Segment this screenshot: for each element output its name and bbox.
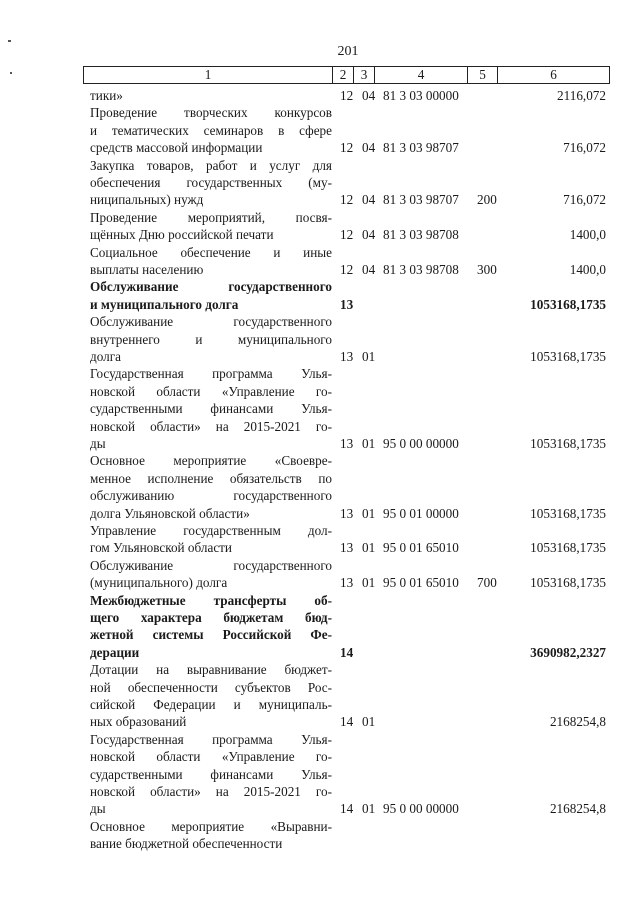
row-amount: 1053168,1735	[530, 505, 606, 521]
row-section: 12	[340, 227, 354, 243]
row-name	[90, 818, 332, 853]
row-amount: 1400,0	[569, 227, 606, 243]
row-expense-type: 300	[477, 261, 497, 277]
row-name-line: Обслуживание государственного	[90, 314, 332, 330]
row-name-line: Проведение мероприятий, посвя-	[90, 209, 332, 225]
row-target-article: 95 0 01 00000	[383, 505, 459, 521]
row-amount: 1053168,1735	[530, 540, 606, 556]
table-row	[0, 244, 640, 279]
header-col-5: 5	[468, 67, 498, 83]
row-name-line: Социальное обеспечение и иные	[90, 244, 332, 260]
table-row	[0, 661, 640, 731]
row-name	[90, 313, 332, 365]
row-subsection: 04	[362, 192, 376, 208]
row-name	[90, 104, 332, 156]
row-name-line: щённых Дню российской печати	[90, 227, 274, 243]
row-name-line: Обслуживание государственного	[90, 557, 332, 573]
row-section: 13	[340, 505, 354, 521]
row-subsection: 01	[362, 435, 376, 451]
row-name	[90, 87, 332, 104]
header-col-1: 1	[84, 67, 333, 83]
row-amount: 1053168,1735	[530, 348, 606, 364]
row-name-line: новской области «Управление го-	[90, 749, 332, 765]
row-subsection: 01	[362, 714, 376, 730]
row-name-line: жетной системы Российской Фе-	[90, 627, 332, 643]
row-name-line: Проведение творческих конкурсов	[90, 105, 332, 121]
row-name-line: вание бюджетной обеспеченности	[90, 836, 283, 852]
row-subsection: 01	[362, 801, 376, 817]
row-amount: 716,072	[563, 192, 606, 208]
row-target-article: 95 0 01 65010	[383, 540, 459, 556]
row-subsection: 04	[362, 261, 376, 277]
row-name-line: дерации	[90, 644, 140, 660]
row-name-line: Государственная программа Улья-	[90, 366, 332, 382]
row-name-line: Обслуживание государственного	[90, 279, 332, 295]
row-section: 12	[340, 88, 354, 103]
table-header	[83, 66, 610, 84]
row-name-line: выплаты населению	[90, 262, 204, 277]
table-row	[0, 104, 640, 156]
row-name-line: ной обеспеченности субъектов Рос-	[90, 679, 332, 695]
row-name-line: долга Ульяновской области»	[90, 505, 250, 521]
row-section: 12	[340, 192, 354, 208]
row-name-line: средств массовой информации	[90, 140, 263, 156]
row-name-line: ниципальных) нужд	[90, 192, 204, 208]
row-name-line: и муниципального долга	[90, 296, 239, 312]
row-name-line: Управление государственным дол-	[90, 523, 332, 538]
row-name-line: новской области» на 2015-2021 го-	[90, 418, 332, 434]
table-row	[0, 365, 640, 452]
row-expense-type: 200	[477, 192, 497, 208]
row-name-line: Основное мероприятие «Своевре-	[90, 453, 332, 469]
row-name-line: щего характера бюджетам бюд-	[90, 610, 332, 625]
row-name-line: сийской Федерации и муниципаль-	[90, 697, 332, 712]
row-section: 13	[340, 575, 354, 591]
row-name	[90, 557, 332, 592]
row-section: 13	[340, 540, 354, 556]
row-section: 13	[340, 435, 354, 451]
row-subsection: 04	[362, 227, 376, 243]
row-name-line: тики»	[90, 88, 123, 103]
page-number: 201	[337, 44, 359, 59]
row-name-line: новской области «Управление го-	[90, 383, 332, 399]
row-name-line: Закупка товаров, работ и услуг для	[90, 157, 332, 173]
header-col-6: 6	[550, 67, 557, 82]
row-target-article: 81 3 03 98708	[383, 227, 459, 243]
row-name-line: Государственная программа Улья-	[90, 731, 332, 747]
row-subsection: 01	[362, 540, 376, 556]
row-amount: 716,072	[563, 140, 606, 156]
row-name-line: (муниципального) долга	[90, 575, 228, 591]
row-amount: 1053168,1735	[530, 575, 606, 591]
row-name-line: сударственными финансами Улья-	[90, 766, 332, 782]
row-amount: 1400,0	[569, 261, 606, 277]
row-subsection: 01	[362, 348, 376, 364]
row-target-article: 81 3 03 98707	[383, 140, 459, 156]
row-name	[90, 452, 332, 522]
header-col-3: 3	[354, 67, 375, 83]
row-name-line: ных образований	[90, 714, 187, 730]
row-amount: 1053168,1735	[530, 296, 606, 312]
table-row	[0, 818, 640, 853]
scan-speck	[10, 72, 12, 74]
row-subsection: 04	[362, 140, 376, 156]
row-subsection: 04	[362, 88, 376, 103]
row-name-line: и тематических семинаров в сфере	[90, 122, 332, 138]
table-row	[0, 157, 640, 209]
row-name	[90, 592, 332, 662]
row-amount: 1053168,1735	[530, 435, 606, 451]
row-section: 12	[340, 140, 354, 156]
row-name-line: гом Ульяновской области	[90, 540, 232, 556]
row-expense-type: 700	[477, 575, 497, 591]
row-name-line: Дотации на выравнивание бюджет-	[90, 662, 332, 678]
table-row	[0, 557, 640, 592]
row-section: 13	[340, 296, 354, 312]
row-name-line: долга	[90, 349, 121, 364]
header-col-4: 4	[375, 67, 468, 83]
table-row	[0, 209, 640, 244]
row-subsection: 01	[362, 505, 376, 521]
scan-speck	[8, 40, 11, 42]
table-row	[0, 522, 640, 557]
row-name	[90, 731, 332, 818]
row-target-article: 95 0 00 00000	[383, 435, 459, 451]
table-row	[0, 87, 640, 104]
row-name-line: обеспечения государственных (му-	[90, 175, 332, 190]
row-target-article: 81 3 03 98707	[383, 192, 459, 208]
table-row	[0, 313, 640, 365]
row-name-line: новской области» на 2015-2021 го-	[90, 784, 332, 800]
row-section: 14	[340, 644, 354, 660]
row-name	[90, 365, 332, 452]
header-col-2: 2	[333, 67, 354, 83]
row-name	[90, 157, 332, 209]
row-subsection: 01	[362, 575, 376, 591]
row-name-line: менное исполнение обязательств по	[90, 470, 332, 486]
row-name	[90, 244, 332, 279]
table-row	[0, 452, 640, 522]
row-target-article: 81 3 03 00000	[383, 88, 459, 103]
row-target-article: 95 0 01 65010	[383, 575, 459, 591]
row-name	[90, 522, 332, 557]
row-amount: 2168254,8	[549, 801, 606, 817]
table-row	[0, 731, 640, 818]
row-name	[90, 278, 332, 313]
row-amount: 2116,072	[557, 88, 606, 103]
row-name-line: сударственными финансами Улья-	[90, 401, 332, 417]
row-target-article: 81 3 03 98708	[383, 261, 459, 277]
row-name-line: обслуживанию государственного	[90, 488, 332, 504]
row-name-line: внутреннего и муниципального	[90, 331, 332, 347]
row-name-line: Межбюджетные трансферты об-	[90, 592, 332, 608]
row-section: 14	[340, 801, 354, 817]
row-target-article: 95 0 00 00000	[383, 801, 459, 817]
table-row	[0, 592, 640, 662]
row-name-line: ды	[90, 801, 106, 817]
row-section: 13	[340, 348, 354, 364]
row-amount: 3690982,2327	[530, 644, 606, 660]
table-row	[0, 278, 640, 313]
row-section: 12	[340, 261, 354, 277]
row-name-line: ды	[90, 436, 106, 452]
row-amount: 2168254,8	[549, 714, 606, 730]
row-section: 14	[340, 714, 354, 730]
row-name	[90, 661, 332, 731]
row-name	[90, 209, 332, 244]
row-name-line: Основное мероприятие «Выравни-	[90, 818, 332, 834]
